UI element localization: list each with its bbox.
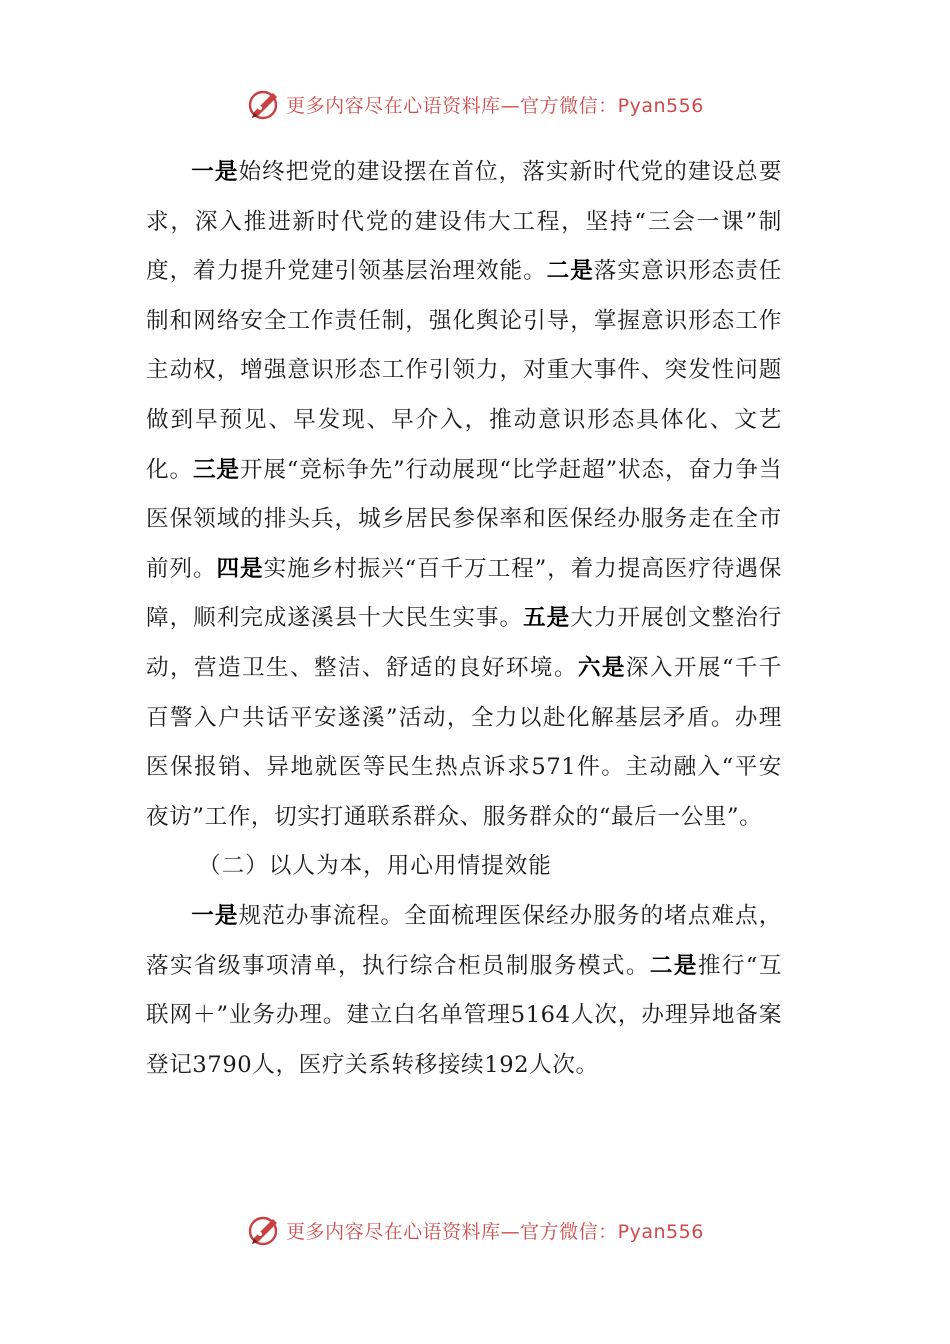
sentence-1: 始终把党的建设摆在首位，落实新时代党的建设总要求，深入推进新时代党的建设伟大工程，坚持“三会一课”制度，着力提升党建引领基层治理效能。 bbox=[146, 159, 782, 285]
sentence-2-2: 推行“互联网＋”业务办理。建立白名单管理5164人次，办理异地备案登记3790人，医疗关系转移接续192人次。 bbox=[146, 952, 783, 1078]
lead-wu: 五是 bbox=[523, 605, 571, 632]
pen-logo-icon bbox=[246, 86, 282, 122]
section-heading: （二）以人为本，用心用情提效能 bbox=[198, 853, 552, 880]
sentence-2-1: 规范办事流程。全面梳理医保经办服务的堵点难点，落实省级事项清单，执行综合柜员制服务模式。 bbox=[146, 902, 782, 979]
sentence-3: 开展“竞标争先”行动展现“比学赶超”状态，奋力争当医保领域的排头兵，城乡居民参保率和医保经办服务走在全市前列。 bbox=[146, 456, 783, 582]
lead-yi: 一是 bbox=[191, 159, 239, 185]
lead-er-2: 二是 bbox=[649, 952, 698, 979]
lead-er: 二是 bbox=[546, 258, 594, 285]
watermark-text: 更多内容尽在心语资料库—官方微信：Pyan556 bbox=[286, 1220, 704, 1243]
sentence-4: 实施乡村振兴“百千万工程”，着力提高医疗待遇保障，顺利完成遂溪县十大民生实事。 bbox=[146, 555, 782, 632]
watermark-banner-bottom bbox=[0, 1210, 950, 1250]
pen-logo-icon bbox=[246, 1212, 282, 1248]
watermark-text: 更多内容尽在心语资料库—官方微信：Pyan556 bbox=[286, 94, 704, 117]
sentence-2: 落实意识形态责任制和网络安全工作责任制，强化舆论引导，掌握意识形态工作主动权，增强意识形态工作引领力，对重大事件、突发性问题做到早预见、早发现、早介入，推动意识形态具体化、文艺化。 bbox=[146, 258, 782, 483]
lead-liu: 六是 bbox=[577, 654, 626, 681]
document-body bbox=[146, 148, 782, 1090]
lead-si: 四是 bbox=[216, 555, 264, 582]
paragraph-2 bbox=[146, 892, 782, 1090]
lead-san: 三是 bbox=[192, 456, 240, 483]
lead-yi-2: 一是 bbox=[191, 902, 239, 929]
paragraph-1 bbox=[146, 148, 782, 842]
sentence-6: 深入开展“千千百警入户共话平安遂溪”活动，全力以赴化解基层矛盾。办理医保报销、异地就医等民生热点诉求571件。主动融入“平安夜访”工作，切实打通联系群众、服务群众的“最后一公里”。 bbox=[146, 654, 782, 830]
watermark-banner-top bbox=[0, 84, 950, 124]
sentence-5: 大力开展创文整治行动，营造卫生、整洁、舒适的良好环境。 bbox=[146, 605, 782, 681]
